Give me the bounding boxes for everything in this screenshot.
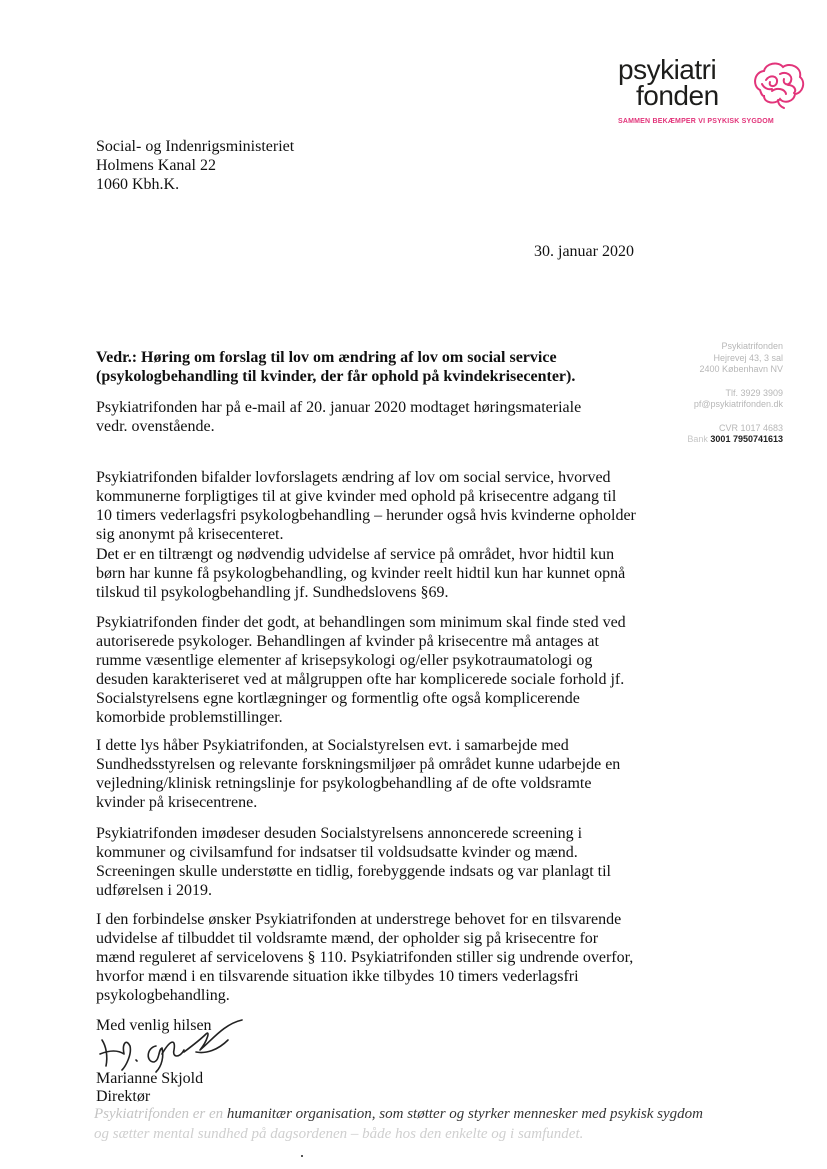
brain-icon <box>750 60 806 110</box>
letter-date: 30. januar 2020 <box>534 243 634 260</box>
sender-city: 2400 København NV <box>699 364 783 374</box>
recipient-address <box>96 137 294 194</box>
body-paragraph: I dette lys håber Psykiatrifonden, at Socialstyrelsen evt. i samarbejde med Sundhedsstyrelsen og relevante forskningsmiljøer på området kunne udarbejde en vejledning/klinisk retningslinje for psykologbehandling af de ofte voldsramte kvinder på krisecentrene. <box>96 737 621 811</box>
sender-street: Hejrevej 43, 3 sal <box>713 352 783 363</box>
logo-word-fonden: fonden <box>636 80 719 111</box>
bank-number: 3001 7950741613 <box>710 434 783 444</box>
logo-word-psykiatri: psykiatri <box>618 54 717 85</box>
sender-name: Psykiatrifonden <box>721 341 783 351</box>
footer-line-1 <box>94 1104 794 1124</box>
closing-greeting: Med venlig hilsen <box>96 1017 212 1034</box>
recipient-line: Holmens Kanal 22 <box>96 157 216 174</box>
subject-line: Vedr.: Høring om forslag til lov om ændring af lov om social service <box>96 349 557 366</box>
body-paragraph: I den forbindelse ønsker Psykiatrifonden at understrege behovet for en tilsvarende udvidelse af tilbuddet til voldsramte mænd, der opholder sig på krisecentre for mænd reguleret af servicelovens § 110. Psykiatrifonden stiller sig undrende overfor, hvorfor mænd i en tilsvarende situation ikke tilbydes 10 timers vederlagsfri psykologbehandling. <box>96 911 634 1004</box>
sender-email: pf@psykiatrifonden.dk <box>693 399 783 409</box>
signer-title: Direktør <box>96 1088 151 1105</box>
logo-tagline: SAMMEN BEKÆMPER VI PSYKISK SYGDOM <box>618 118 774 125</box>
footer-dark-text: humanitær organisation, som støtter og styrker mennesker med psykisk sygdom <box>226 1106 703 1122</box>
footer-statement <box>94 1104 794 1144</box>
bank-label: Bank <box>687 434 708 444</box>
page-mark <box>301 1155 303 1157</box>
body-paragraph: Psykiatrifonden har på e-mail af 20. januar 2020 modtaget høringsmateriale vedr. ovenstående. <box>96 399 582 435</box>
subject-line: (psykologbehandling til kvinder, der får ophold på kvindekrisecenter). <box>96 368 576 385</box>
body-paragraph: Det er en tiltrængt og nødvendig udvidelse af service på området, hvor hidtil kun børn har kunne få psykologbehandling, og kvinder reelt hidtil kun har kunnet opnå tilskud til psykologbehandling jf. Sundhedslovens §69. <box>96 546 626 601</box>
recipient-line: 1060 Kbh.K. <box>96 176 180 193</box>
signer-name: Marianne Skjold <box>96 1070 204 1087</box>
sender-phone: Tlf. 3929 3909 <box>725 387 783 398</box>
footer-line-2: og sætter mental sundhed på dagsordenen – både hos den enkelte og i samfundet. <box>94 1126 584 1142</box>
body-paragraph: Psykiatrifonden imødeser desuden Socialstyrelsens annoncerede screening i kommuner og civilsamfund for indsatser til voldsudsatte kvinder og mænd. Screeningen skulle understøtte en tidlig, forebyggende indsats og var planlagt til udførelsen i 2019. <box>96 825 611 899</box>
sender-bank <box>687 434 783 446</box>
footer-light-text: Psykiatrifonden er en <box>94 1106 227 1122</box>
body-paragraph: Psykiatrifonden bifalder lovforslagets ændring af lov om social service, hvorved kommunerne forpligtiges til at give kvinder med ophold på krisecentre adgang til 10 timers vederlagsfri psykologbehandling – herunder også hvis kvinderne opholder sig anonymt på krisecenteret. <box>96 469 636 543</box>
body-paragraph: Psykiatrifonden finder det godt, at behandlingen som minimum skal finde sted ved autoriserede psykologer. Behandlingen af kvinder på krisecentre må antages at rumme væsentlige elementer af krisepsykologi og/eller psykotraumatologi og desuden karakteriseret ved at målgruppen ofte har komplicerede sociale forhold jf. Socialstyrelsens egne kortlægninger og formentlig ofte også komplicerende komorbide problemstillinger. <box>96 614 626 726</box>
letter-subject <box>96 348 616 386</box>
logo <box>612 56 812 132</box>
sender-cvr: CVR 1017 4683 <box>718 422 783 433</box>
recipient-line: Social- og Indenrigsministeriet <box>96 138 295 155</box>
sender-info <box>687 341 783 446</box>
